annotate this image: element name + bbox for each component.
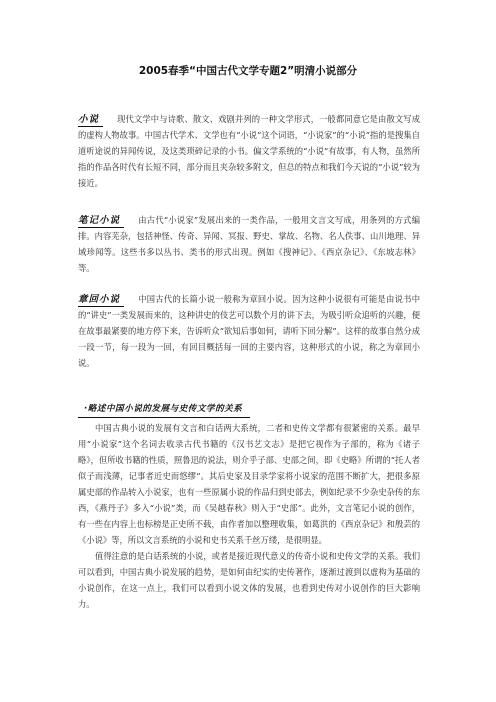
definition-text-xiaoshuo: 现代文学中与诗歌、散文、戏剧并列的一种文学形式，一般都同意它是由散文写成的虚构人物故事。中国古代学术、文学也有“小说”这个词语，“小说家”的“小说”指的是搜集自道听途说的异闻传说，及这类琐碎记录的小书。偏文学系统的“小说”有故事，有人物，虽然所指的作品各时代有长短不同，部分而且夹杂较多附文，但总的特点和我们今天说的“小说”较为接近。 xyxy=(78,114,420,188)
term-heading-zhanghui-xiaoshuo: 章回小说 xyxy=(78,293,124,307)
term-heading-xiaoshuo: 小说 xyxy=(78,113,103,127)
page-title: 2005春季“中国古代文学专题2”明清小说部分 xyxy=(138,65,358,77)
definition-biji-xiaoshuo xyxy=(78,212,420,276)
definition-zhanghui-xiaoshuo xyxy=(78,291,420,371)
definition-text-zhanghui-xiaoshuo: 中国古代的长篇小说一般称为章回小说。因为这种小说很有可能是由说书中的“讲史”一类发展而来的，这种讲史的伎艺可以数个月的讲下去，为吸引听众追听的兴趣，便在故事最紧要的地方停下来，告诉听众“欲知后事如何，请听下回分解”。这样的故事自然分成一段一节，每一段为一回，有回目概括每一回的主要内容，这种形式的小说，称之为章回小说。 xyxy=(78,294,420,368)
essay-heading: ·略述中国小说的发展与史传文学的关系 xyxy=(78,403,250,418)
essay-paragraph-1: 中国古典小说的发展有文言和白话两大系统，二者和史传文学都有很紧密的关系。最早用“小说家”这个名词去收录古代书籍的《汉书艺文志》是把它视作为子部的，称为《诸子略》，但所收书籍的性质，照鲁迅的说法，则介乎子部、史部之间，即《史略》所谓的“托人者似子而浅薄，记事者近史而悠缪”。其后史家及目录学家将小说家的范围不断扩大，把很多原属史部的作品转入小说家，也有一些原属小说的作品归到史部去，例如纪录不少杂史杂传的东西，《燕丹子》多入“小说”类，而《吴越春秋》则入于“史部”。此外，文言笔记小说的创作，有一些在内容上也标榜是正史所不载，由作者加以整理收集，如葛洪的《西京杂记》和殷芸的《小说》等，所以文言系统的小说和史书关系千丝万缕，是很明显。 xyxy=(78,423,420,545)
essay-paragraph-2: 值得注意的是白话系统的小说，或者是接近现代意义的传奇小说和史传文学的关系。我们可以看到，中国古典小说发展的趋势，是如何由纪实的史传著作，逐渐过渡到以虚构为基础的小说创作，在这一点上，我们可以看到小说文体的发展，也看到史传对小说创作的巨大影响力。 xyxy=(78,551,420,609)
definition-text-biji-xiaoshuo: 由古代“小说家”发展出来的一类作品，一般用文言文写成，用条列的方式编排。内容芜杂，包括神怪、传奇、异闻、冥报、野史、掌故、名物、名人佚事、山川地理、异域珍闻等。这些书多以丛书、类书的形式出现。例如《搜神记》、《西京杂记》、《东坡志林》等。 xyxy=(78,215,420,273)
term-heading-biji-xiaoshuo: 笔记小说 xyxy=(78,214,124,228)
essay-section xyxy=(78,396,420,612)
definition-xiaoshuo xyxy=(78,111,420,191)
